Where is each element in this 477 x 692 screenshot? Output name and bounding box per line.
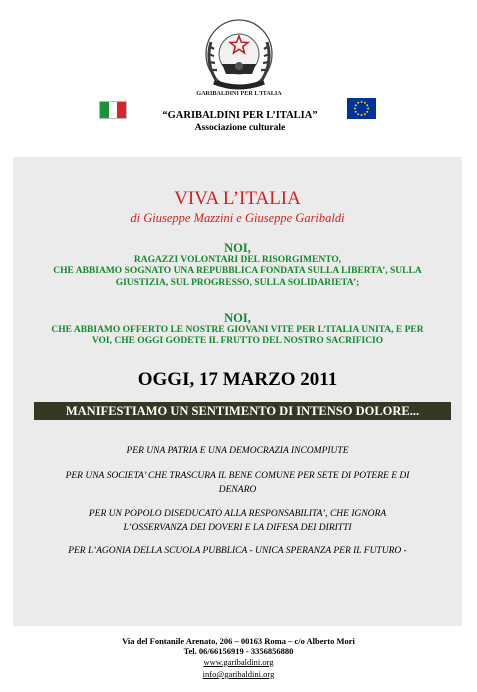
statement-line: VOI, CHE OGGI GODETE IL FRUTTO DEL NOSTRO SACRIFICIO: [91, 336, 384, 347]
statement-line: CHE ABBIAMO SOGNATO UNA REPUBBLICA FONDATA SULLA LIBERTA’, SULLA: [53, 266, 422, 277]
statement-block-1: [13, 241, 462, 289]
reason-line: L’OSSERVANZA DEI DOVERI E LA DIFESA DEI DIRITTI: [123, 522, 352, 533]
footer-phone: Tel. 06/66156919 - 3356856880: [183, 646, 294, 656]
reason-line: DENARO: [218, 484, 257, 495]
reason-item: [13, 470, 462, 497]
eu-star-icon: [366, 104, 368, 106]
eu-star-icon: [361, 101, 363, 103]
eu-star-icon: [361, 114, 363, 116]
reason-line: PER UNA SOCIETA’ CHE TRASCURA IL BENE COMUNE PER SETE DI POTERE E DI: [65, 471, 410, 481]
page-title: VIVA L’ITALIA: [174, 188, 301, 209]
statement-line: RAGAZZI VOLONTARI DEL RISORGIMENTO,: [133, 255, 342, 265]
website-link[interactable]: www.garibaldini.org: [203, 657, 274, 667]
flag-stripe: [109, 102, 118, 118]
statement-line: CHE ABBIAMO OFFERTO LE NOSTRE GIOVANI VITE PER L’ITALIA UNITA, E PER: [51, 325, 424, 335]
eu-star-icon: [367, 108, 369, 110]
emblem-text: GARIBALDINI PER L'ITALIA: [196, 90, 282, 97]
statement-line: GIUSTIZIA, SUL PROGRESSO, SULLA SOLIDARIETA’;: [115, 277, 360, 288]
manifesto-panel: [13, 157, 462, 626]
organization-subtitle: Associazione culturale: [194, 123, 286, 133]
eu-star-icon: [355, 104, 357, 106]
organization-name: “GARIBALDINI PER L’ITALIA”: [162, 110, 318, 121]
reason-item: [13, 545, 462, 559]
statement-heading: NOI,: [224, 241, 251, 255]
footer-address: Via del Fontanile Arenato, 206 – 00163 Roma – c/o Alberto Mori: [122, 636, 355, 646]
event-date: OGGI, 17 MARZO 2011: [137, 369, 338, 390]
reason-line: PER UNA PATRIA E UNA DEMOCRAZIA INCOMPIUTE: [126, 446, 349, 456]
reason-line: PER L’AGONIA DELLA SCUOLA PUBBLICA - UNICA SPERANZA PER IL FUTURO -: [68, 546, 407, 556]
statement-block-2: [13, 311, 462, 348]
flag-stripe: [100, 102, 109, 118]
eu-star-icon: [366, 111, 368, 113]
eu-star-icon: [357, 102, 359, 104]
reason-item: [13, 508, 462, 535]
reason-line: PER UN POPOLO DISEDUCATO ALLA RESPONSABILITA’, CHE IGNORA: [88, 509, 387, 519]
email-link[interactable]: info@garibaldini.org: [202, 669, 275, 679]
manifesto-banner: MANIFESTIAMO UN SENTIMENTO DI INTENSO DOLORE...: [34, 402, 451, 420]
eu-star-icon: [364, 113, 366, 115]
reason-item: [13, 445, 462, 459]
page-subtitle: di Giuseppe Mazzini e Giuseppe Garibaldi: [130, 211, 345, 225]
statement-heading: NOI,: [224, 311, 251, 325]
eu-star-icon: [364, 102, 366, 104]
emblem-logo: [196, 16, 282, 98]
